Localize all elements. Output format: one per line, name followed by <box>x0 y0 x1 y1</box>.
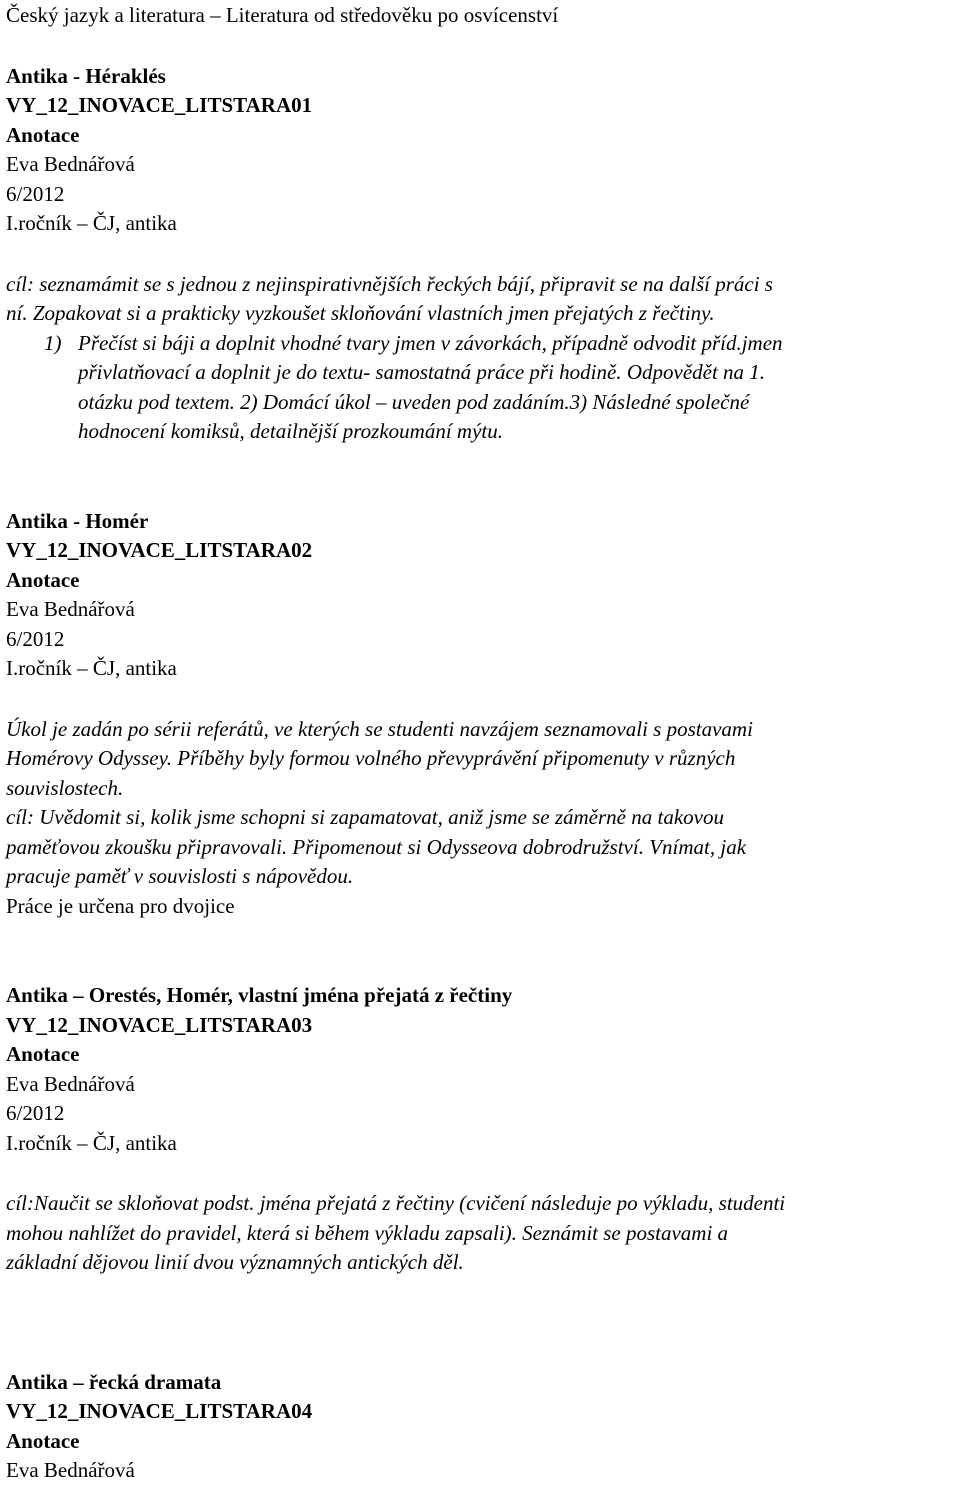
spacer <box>6 239 956 270</box>
spacer <box>6 921 956 981</box>
spacer <box>6 447 956 507</box>
section-code: VY_12_INOVACE_LITSTARA04 <box>6 1399 313 1423</box>
list-item <box>6 329 956 447</box>
body-line: paměťovou zkoušku připravovali. Připomenout si Odysseova dobrodružství. Vnímat, jak <box>6 834 747 859</box>
section-date: 6/2012 <box>6 626 65 651</box>
course-header: Český jazyk a literatura – Literatura od středověku po osvícenství <box>6 3 559 27</box>
body-line: cíl:Naučit se skloňovat podst. jména přejatá z řečtiny (cvičení následuje po výkladu, studenti <box>6 1191 786 1215</box>
section-heracles <box>6 62 956 447</box>
section-code: VY_12_INOVACE_LITSTARA02 <box>6 538 313 562</box>
section-title: Antika - Héraklés <box>6 63 166 88</box>
body-line: souvislostech. <box>6 775 124 800</box>
list-line: přivlatňovací a doplnit je do textu- samostatná práce při hodině. Odpovědět na 1. <box>78 360 766 384</box>
section-code: VY_12_INOVACE_LITSTARA03 <box>6 1012 313 1037</box>
spacer <box>6 684 956 715</box>
section-title: Antika – řecká dramata <box>6 1369 222 1394</box>
section-title: Antika - Homér <box>6 508 149 533</box>
section-date: 6/2012 <box>6 1101 65 1125</box>
section-grade: I.ročník – ČJ, antika <box>6 211 177 235</box>
spacer <box>6 1278 956 1368</box>
section-grade: I.ročník – ČJ, antika <box>6 656 177 680</box>
body-line-extra: Práce je určena pro dvojice <box>6 893 235 918</box>
section-date: 6/2012 <box>6 181 65 206</box>
section-author: Eva Bednářová <box>6 597 135 621</box>
section-author: Eva Bednářová <box>6 1071 135 1096</box>
section-grade: I.ročník – ČJ, antika <box>6 1130 177 1155</box>
section-title: Antika – Orestés, Homér, vlastní jména přejatá z řečtiny <box>6 983 513 1007</box>
section-author: Eva Bednářová <box>6 1458 135 1482</box>
section-homer <box>6 507 956 922</box>
body-line: mohou nahlížet do pravidel, která si během výkladu zapsali). Seznámit se postavami a <box>6 1220 729 1245</box>
spacer <box>6 1158 956 1189</box>
list-line: hodnocení komiksů, detailnější prozkoumání mýtu. <box>78 419 503 443</box>
section-anotace-label: Anotace <box>6 122 80 147</box>
list-number: 1) <box>44 330 62 355</box>
section-code: VY_12_INOVACE_LITSTARA01 <box>6 93 313 117</box>
body-line: ní. Zopakovat si a prakticky vyzkoušet skloňování vlastních jmen přejatých z řečtiny. <box>6 301 715 325</box>
body-line: cíl: seznamámit se s jednou z nejinspirativnějších řeckých bájí, připravit se na další práci s <box>6 271 773 296</box>
body-line: Úkol je zadán po sérii referátů, ve kterých se studenti navzájem seznamovali s postavami <box>6 716 753 741</box>
list-line: Přečíst si báji a doplnit vhodné tvary jmen v závorkách, případně odvodit příd.jmen <box>78 330 783 355</box>
section-anotace-label: Anotace <box>6 567 80 592</box>
body-line: základní dějovou linií dvou významných antických děl. <box>6 1250 464 1274</box>
body-line: Homérovy Odyssey. Příběhy byly formou volného převyprávění připomenuty v různých <box>6 746 736 770</box>
list-line: otázku pod textem. 2) Domácí úkol – uveden pod zadáním.3) Následné společné <box>78 389 750 414</box>
section-orestes <box>6 981 956 1278</box>
body-line: cíl: Uvědomit si, kolik jsme schopni si zapamatovat, aniž jsme se záměrně na takovou <box>6 805 724 829</box>
section-author: Eva Bednářová <box>6 152 135 176</box>
section-anotace-label: Anotace <box>6 1428 80 1453</box>
document-page <box>6 1 956 1486</box>
spacer <box>6 31 956 62</box>
body-line: pracuje paměť v souvislosti s nápovědou. <box>6 864 354 888</box>
section-drama <box>6 1368 956 1486</box>
section-anotace-label: Anotace <box>6 1042 80 1066</box>
